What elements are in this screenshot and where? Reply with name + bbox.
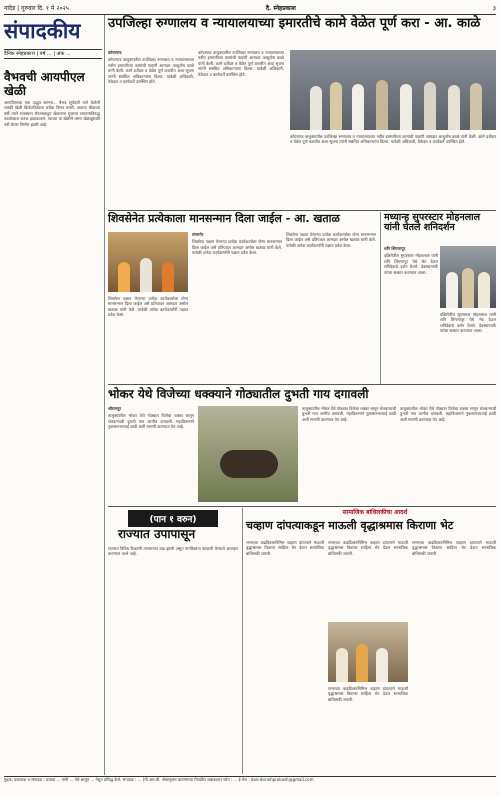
imprint-footer: मुद्रक, प्रकाशक व संपादक : प्रकाश ... यांनी ... येथे छापून ... येथून प्रसिद्ध केले. संपादक : ... (पी.आर.बी. ॲक्टनुसार बातम्यांच्या निवडीस जबाबदार) फोन : ... ई-मेल : dainiksnehprakash@gmail.com (4, 776, 496, 795)
continued-tag: (पान १ वरुन) (128, 510, 218, 527)
main-body-right: कोपरगाव तालुक्यातील उपजिल्हा रुग्णालय व न्यायालयाच्या नवीन इमारतीच्या कामांची पाहणी आमदार आशुतोष काळे यांनी केली. कामे दर्जेदार व वेळेत पूर्ण करावीत अशा सूचना त्यांनी संबंधित अधिकाऱ्यांना दिल्या. यावेळी अधिकारी, ठेकेदार व कार्यकर्ते उपस्थित होते. (290, 134, 496, 145)
story5-headline: राज्यात उपापासून (118, 527, 196, 541)
story4-body-cont: तालुक्यातील भोकर येथे गोठ्यात विजेचा धक्का लागून शेतकऱ्याची दुभती गाय जागीच दगावली. महावितरणने नुकसानभरपाई द्यावी अशी मागणी करण्यात येत आहे. (302, 406, 396, 422)
main-photo (290, 50, 496, 130)
main-headline: उपजिल्हा रुग्णालय व न्यायालयाच्या इमारतीचे कामे वेळेत पूर्ण करा - आ. काळे (108, 16, 481, 31)
story6-body-right: लग्नाच्या वाढदिवसानिमित्त चव्हाण दांपत्याने माऊली वृद्धाश्रमास किराणा साहित्य भेट देऊन सामाजिक बांधिलकी जपली. (412, 540, 496, 556)
paper-name: दै. स्नेहप्रकाश (265, 5, 296, 12)
story6-kicker: सामाजिक बांधिलकीचा आदर्श (342, 509, 408, 516)
story5-body: राज्यात विविध ठिकाणी तापमानात वाढ झाली असून नागरिकांना काळजी घेण्याचे आवाहन करण्यात आले आहे. (108, 546, 238, 557)
story6-headline: चव्हाण दांपत्याकडून माऊली वृद्धाश्रमास किराणा भेट (246, 519, 454, 532)
story6-body-lower: लग्नाच्या वाढदिवसानिमित्त चव्हाण दांपत्याने माऊली वृद्धाश्रमास किराणा साहित्य भेट देऊन सामाजिक बांधिलकी जपली. (328, 686, 408, 702)
story2-body: संगमनेर शिवसेना पक्षात येणाऱ्या प्रत्येक कार्यकर्त्याला योग्य मानसन्मान दिला जाईल असे प्रतिपादन आमदार अमोल खताळ यांनी केले. यावेळी अनेक कार्यकर्त्यांनी पक्षात प्रवेश केला. (192, 232, 282, 256)
masthead (4, 15, 102, 67)
story4-body-right: तालुक्यातील भोकर येथे गोठ्यात विजेचा धक्का लागून शेतकऱ्याची दुभती गाय जागीच दगावली. महावितरणने नुकसानभरपाई द्यावी अशी मागणी करण्यात येत आहे. (400, 406, 496, 422)
issue-date: नांदेड | गुरुवार दि. १ मे २०२५ (4, 5, 69, 12)
main-body-cont: कोपरगाव तालुक्यातील उपजिल्हा रुग्णालय व न्यायालयाच्या नवीन इमारतीच्या कामांची पाहणी आमदार आशुतोष काळे यांनी केली. कामे दर्जेदार व वेळेत पूर्ण करावीत अशा सूचना त्यांनी संबंधित अधिकाऱ्यांना दिल्या. यावेळी अधिकारी, ठेकेदार व कार्यकर्ते उपस्थित होते. (198, 50, 284, 77)
page-number: ३ (492, 5, 496, 12)
main-body: कोपरगाव कोपरगाव तालुक्यातील उपजिल्हा रुग्णालय व न्यायालयाच्या नवीन इमारतीच्या कामांची पाहणी आमदार आशुतोष काळे यांनी केली. कामे दर्जेदार व वेळेत पूर्ण करावीत अशा सूचना त्यांनी संबंधित अधिकाऱ्यांना दिल्या. यावेळी अधिकारी, ठेकेदार व कार्यकर्ते उपस्थित होते. (108, 50, 194, 85)
story2-photo (108, 232, 188, 292)
top-strip (4, 2, 496, 15)
story6-photo (328, 622, 408, 682)
masthead-sub: दैनिक स्नेहप्रकाश | वर्ष ... | अंक ... (4, 49, 102, 59)
story4-photo (198, 406, 298, 502)
story6-body-cont: लग्नाच्या वाढदिवसानिमित्त चव्हाण दांपत्याने माऊली वृद्धाश्रमास किराणा साहित्य भेट देऊन सामाजिक बांधिलकी जपली. (328, 540, 408, 556)
lead-body: आयपीएलचा एक अद्भुत सामना... वैभव सूर्यवंशी याने केलेली शतकी खेळी क्रिकेटविश्वात चर्चेचा विषय ठरली. अवघ्या चौदाव्या वर्षी त्याने राजस्थान रॉयल्सकडून खेळताना गुजरात टायटन्सविरुद्ध धडाकेबाज शतक झळकावले. त्याच्या या खेळीने तरुण खेळाडूंसाठी नवी प्रेरणा निर्माण झाली आहे. (4, 100, 100, 127)
story3-body: शनि शिंगणापूर दक्षिणेतील सुपरस्टार मोहनलाल यांनी शनि शिंगणापूर येथे भेट देऊन शनिदेवाचे दर्शन घेतले. देवस्थानतर्फे त्यांचा सत्कार करण्यात आला. (384, 246, 438, 275)
story4-headline: भोकर येथे विजेच्या धक्क्याने गोठ्यातील दुभती गाय दगावली (108, 387, 369, 401)
section-title: संपादकीय (4, 18, 81, 43)
story2-headline: शिवसेनेत प्रत्येकाला मानसन्मान दिला जाईल - आ. खताळ (108, 212, 340, 225)
story4-body: श्रीरामपूर तालुक्यातील भोकर येथे गोठ्यात विजेचा धक्का लागून शेतकऱ्याची दुभती गाय जागीच दगावली. महावितरणने नुकसानभरपाई द्यावी अशी मागणी करण्यात येत आहे. (108, 406, 194, 430)
story2-body-left: शिवसेना पक्षात येणाऱ्या प्रत्येक कार्यकर्त्याला योग्य मानसन्मान दिला जाईल असे प्रतिपादन आमदार अमोल खताळ यांनी केले. यावेळी अनेक कार्यकर्त्यांनी पक्षात प्रवेश केला. (108, 296, 188, 318)
story3-body-cont: दक्षिणेतील सुपरस्टार मोहनलाल यांनी शनि शिंगणापूर येथे भेट देऊन शनिदेवाचे दर्शन घेतले. देवस्थानतर्फे त्यांचा सत्कार करण्यात आला. (440, 312, 496, 334)
story6-body: लग्नाच्या वाढदिवसानिमित्त चव्हाण दांपत्याने माऊली वृद्धाश्रमास किराणा साहित्य भेट देऊन सामाजिक बांधिलकी जपली. (246, 540, 324, 556)
story2-body-cont: शिवसेना पक्षात येणाऱ्या प्रत्येक कार्यकर्त्याला योग्य मानसन्मान दिला जाईल असे प्रतिपादन आमदार अमोल खताळ यांनी केले. यावेळी अनेक कार्यकर्त्यांनी पक्षात प्रवेश केला. (286, 232, 376, 248)
story3-headline: मध्यान्ह सुपरस्टार मोहनलाल यांनी घेतले शनिदर्शन (384, 212, 481, 234)
lead-title: वैभवची आयपीएल खेळी (4, 70, 85, 98)
story3-photo (440, 246, 496, 308)
